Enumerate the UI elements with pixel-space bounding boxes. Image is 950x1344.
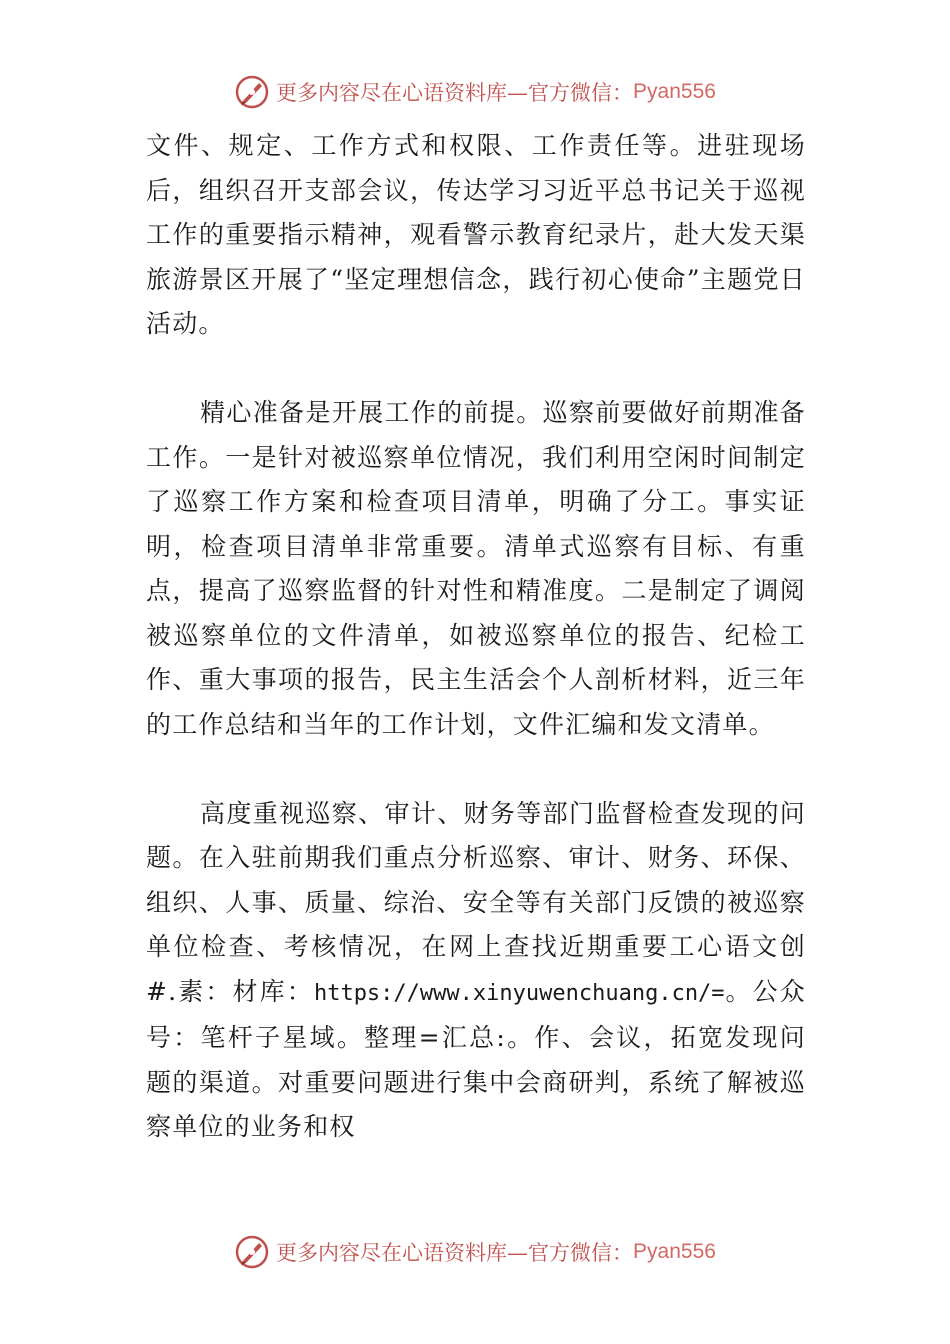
header-banner	[0, 68, 950, 116]
header-banner-text: 更多内容尽在心语资料库—官方微信：	[276, 81, 634, 105]
document-body	[146, 124, 806, 1150]
footer-wechat-id: Pyan556	[633, 1240, 716, 1263]
pen-logo-icon	[234, 1234, 270, 1270]
paragraph-1: 文件、规定、工作方式和权限、工作责任等。进驻现场后，组织召开支部会议，传达学习习近平总书记关于巡视工作的重要指示精神，观看警示教育纪录片，赴大发天渠旅游景区开展了“坚定理想信念，践行初心使命”主题党日活动。	[146, 131, 806, 338]
paragraph-2: 精心准备是开展工作的前提。巡察前要做好前期准备工作。一是针对被巡察单位情况，我们利用空闲时间制定了巡察工作方案和检查项目清单，明确了分工。事实证明，检查项目清单非常重要。清单式巡察有目标、有重点，提高了巡察监督的针对性和精准度。二是制定了调阅被巡察单位的文件清单，如被巡察单位的报告、纪检工作、重大事项的报告，民主生活会个人剖析材料，近三年的工作总结和当年的工作计划，文件汇编和发文清单。	[146, 398, 806, 739]
paragraph-3-text-a: 高度重视巡察、审计、财务等部门监督检查发现的问题。在入驻前期我们重点分析巡察、审计、财务、环保、组织、人事、质量、综治、安全等有关部门反馈的被巡察单位检查、考核情况，在网上查找近期重要工心语文创#.素：材库：	[146, 798, 806, 1006]
header-wechat-id: Pyan556	[633, 80, 716, 103]
pen-logo-icon	[234, 74, 270, 110]
paragraph-3-text-b: 。公众号：笔杆子星域。整理=汇总:。作、会议，拓宽发现问题的渠道。对重要问题进行集中会商研判，系统了解被巡察单位的业务和权	[146, 976, 806, 1141]
footer-banner	[0, 1228, 950, 1276]
footer-banner-text: 更多内容尽在心语资料库—官方微信：	[276, 1241, 634, 1265]
website-url: https://www.xinyuwenchuang.cn/=	[313, 980, 725, 1006]
paragraph-3	[146, 792, 806, 1150]
